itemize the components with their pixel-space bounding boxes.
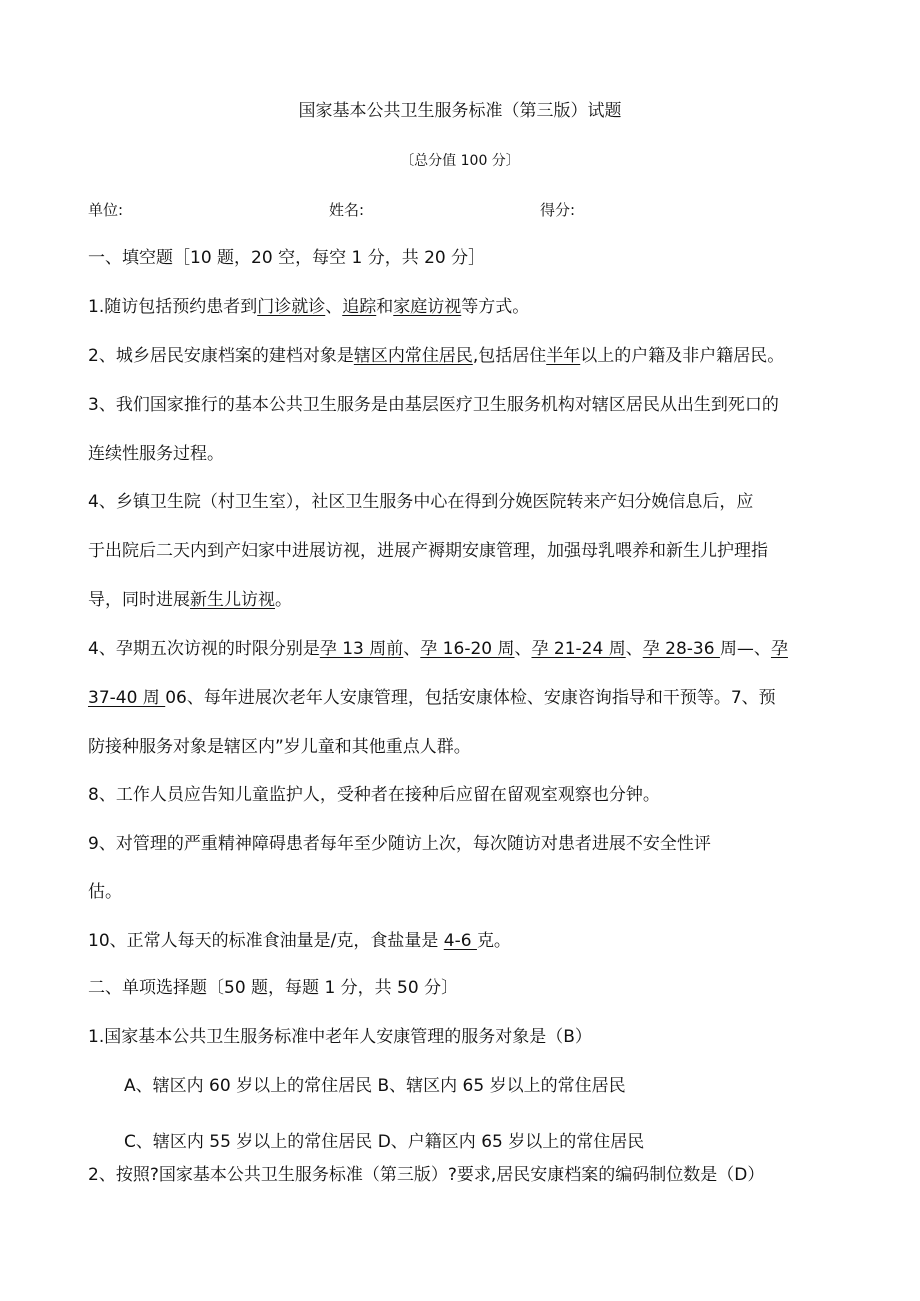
document-subtitle: 〔总分值 100 分〕 xyxy=(400,153,520,169)
q2-text-b: ,包括居住 xyxy=(472,346,547,366)
q10-text-a: 10、正常人每天的标准食油量是/克，食盐量是 xyxy=(88,931,444,951)
question-4a-line-2: 于出院后二天内到产妇家中进展访视，进展产褥期安康管理，加强母乳喂养和新生儿护理指 xyxy=(88,541,768,561)
q4b-text-d: 、 xyxy=(625,639,643,659)
mcq-1-options-cd: C、辖区内 55 岁以上的常住居民 D、户籍区内 65 岁以上的常住居民 xyxy=(124,1132,645,1152)
q4b-answer-1: 孕 13 周前 xyxy=(319,639,404,659)
question-9-line-1: 9、对管理的严重精神障碍患者每年至少随访上次，每次随访对患者进展不安全性评 xyxy=(88,834,711,854)
q4b-answer-6: 37-40 周 xyxy=(88,688,166,708)
q1-answer-3: 家庭访视 xyxy=(393,297,462,317)
q4b-answer-4: 孕 28-36 xyxy=(642,639,720,659)
question-10 xyxy=(88,930,511,952)
question-2 xyxy=(88,345,784,367)
q1-text-a: 1.随访包括预约患者到 xyxy=(88,297,258,317)
q1-text-d: 等方式。 xyxy=(461,297,530,317)
mcq-1-options-ab: A、辖区内 60 岁以上的常住居民 B、辖区内 65 岁以上的常住居民 xyxy=(124,1076,626,1096)
q10-text-b: 克。 xyxy=(476,931,511,951)
q4a-answer: 新生儿访视 xyxy=(190,590,275,610)
q4b-text-c: 、 xyxy=(514,639,532,659)
question-9-line-2: 估。 xyxy=(88,882,122,902)
mcq-1-stem: 1.国家基本公共卫生服务标准中老年人安康管理的服务对象是（B） xyxy=(88,1027,592,1047)
document-title: 国家基本公共卫生服务标准（第三版）试题 xyxy=(298,101,622,121)
q1-answer-1: 门诊就诊 xyxy=(257,297,326,317)
score-label: 得分: xyxy=(540,201,576,219)
section1-heading: 一、填空题［10 题，20 空，每空 1 分，共 20 分］ xyxy=(88,248,486,268)
question-3-line-2: 连续性服务过程。 xyxy=(88,444,224,464)
mcq-2-stem: 2、按照?国家基本公共卫生服务标准（第三版）?要求,居民安康档案的编码制位数是（D） xyxy=(88,1165,765,1185)
section2-heading: 二、单项选择题〔50 题，每题 1 分，共 50 分〕 xyxy=(88,978,459,998)
q2-text-c: 以上的户籍及非户籍居民。 xyxy=(580,346,785,366)
q4b-text-a: 4、孕期五次访视的时限分别是 xyxy=(88,639,320,659)
question-3-line-1: 3、我们国家推行的基本公共卫生服务是由基层医疗卫生服务机构对辖区居民从出生到死口的 xyxy=(88,395,779,415)
q4b-answer-5: 孕 xyxy=(770,639,788,659)
unit-label: 单位: xyxy=(88,201,124,219)
q4b-answer-2: 孕 16-20 周 xyxy=(420,639,515,659)
q1-text-c: 和 xyxy=(376,297,394,317)
q4a-text-b: 。 xyxy=(275,590,292,610)
question-7-line: 防接种服务对象是辖区内”岁儿童和其他重点人群。 xyxy=(88,737,471,757)
question-4b-line-1 xyxy=(88,638,788,660)
name-label: 姓名: xyxy=(329,201,365,219)
q2-text-a: 2、城乡居民安康档案的建档对象是 xyxy=(88,346,354,366)
q4b-line2-text: 06、每年进展次老年人安康管理，包括安康体检、安康咨询指导和干预等。7、预 xyxy=(165,688,776,708)
question-4b-line-2 xyxy=(88,687,776,709)
question-8: 8、工作人员应告知儿童监护人，受种者在接种后应留在留观室观察也分钟。 xyxy=(88,785,660,805)
q10-answer: 4-6 xyxy=(443,931,477,951)
q1-text-b: 、 xyxy=(325,297,343,317)
question-4a-line-3 xyxy=(88,589,292,611)
q4b-text-e: 周—、 xyxy=(719,639,771,659)
question-4a-line-1: 4、乡镇卫生院（村卫生室），社区卫生服务中心在得到分娩医院转来产妇分娩信息后，应 xyxy=(88,492,754,512)
q4b-text-b: 、 xyxy=(403,639,421,659)
q2-answer-2: 半年 xyxy=(546,346,581,366)
q1-answer-2: 追踪 xyxy=(342,297,377,317)
question-1 xyxy=(88,296,529,318)
q2-answer-1: 辖区内常住居民 xyxy=(353,346,473,366)
q4a-text-a: 导，同时进展 xyxy=(88,590,190,610)
q4b-answer-3: 孕 21-24 周 xyxy=(531,639,626,659)
